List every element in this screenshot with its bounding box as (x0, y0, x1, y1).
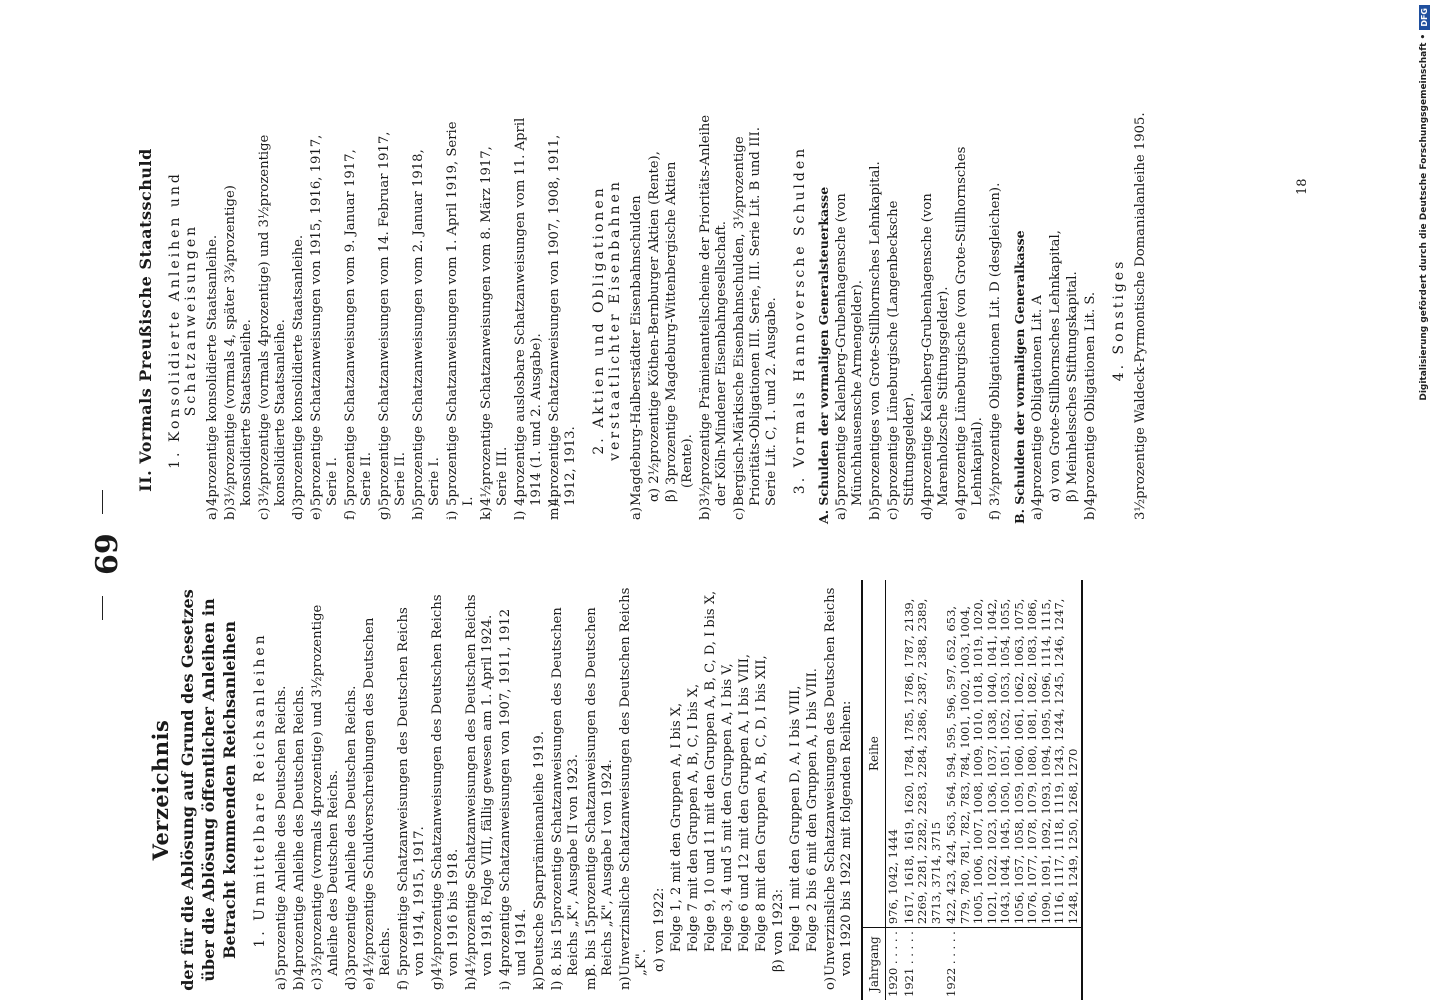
hanover-b-list (1030, 110, 1099, 530)
year-cell: 1921 . . . . . (902, 928, 945, 1000)
list-item-6 (430, 580, 462, 1000)
section-heading-hanover: 3. Vormals Hannoversche Schulden (792, 145, 808, 495)
item-text: 4prozentige Obligationen Lit. S. (1083, 291, 1098, 506)
item-text: 4prozentige auslosbare Schatzanweisungen vom 11. April 1914 (1. und 2. Ausgabe). (513, 117, 544, 506)
series-table-body (886, 580, 1083, 1000)
section-heading-railways: 2. Aktien und Obligationen verstaatlichter Eisenbahnen (591, 179, 623, 461)
list-item-1 (868, 110, 884, 530)
list-item-10 (513, 110, 545, 530)
list-item-4 (309, 110, 341, 530)
item-marker: f) (343, 509, 358, 520)
sub-item: β) von 1923: (771, 888, 786, 972)
part-two-heading: II. Vormals Preußische Staatsschuld (136, 148, 155, 492)
list-item-3 (291, 110, 307, 530)
item-text: 5prozentige Schatzanweisungen vom 9. Januar 1917, Serie II. (343, 149, 374, 506)
section-heading-other: 4. Sonstiges (1111, 258, 1127, 382)
item-marker: g) (430, 976, 445, 990)
item-text: α) 2½prozentige Köthen-Bernburger Aktien (Rente), (647, 151, 662, 502)
digitization-credit (1416, 5, 1432, 995)
list-item-3 (698, 110, 730, 530)
item-text: 3½prozentige Prämienanteilscheine der Prioritäts-Anleihe der Köln-Mindener Eisenbahngesellschaft. (698, 114, 729, 506)
consolidated-list (205, 110, 579, 530)
year-cell: 1920 . . . . . (886, 928, 902, 1000)
item-text: 3½prozentige (vormals 4, später 3¾prozentige) konsolidierte Staatsanleihe. (223, 185, 254, 506)
list-item-12 (618, 580, 650, 1000)
left-column (100, 580, 1300, 1000)
dfg-logo: DFG (1419, 5, 1430, 30)
item-marker: d) (920, 506, 935, 520)
item-text: Bergisch-Märkische Eisenbahnschulden, 3½prozentige Prioritäts-Obligationen III. Serie, III. Serie Lit. B und III. Serie Lit. C, 1. und 2. Ausgabe. (732, 127, 779, 506)
item-marker: i) (498, 980, 513, 990)
list-item-10 (550, 580, 582, 1000)
item-marker: n) (618, 976, 633, 990)
list-item-11 (547, 110, 579, 530)
series-table (861, 580, 1083, 1000)
item-marker: l) (550, 980, 565, 990)
item-text: 5prozentige Schatzanweisungen vom 1. April 1919, Serie I. (445, 121, 476, 506)
item-text: 4prozentige Schatzanweisungen von 1907, 1908, 1911, 1912, 1913. (547, 134, 578, 506)
railway-list (629, 110, 780, 530)
item-text: 5prozentiges von Grote-Stillhornsches Lehnkapital. (868, 161, 883, 506)
item-text: 4prozentige konsolidierte Staatsanleihe. (205, 234, 220, 506)
sub-item: Folge 6 und 12 mit den Gruppen A, I bis VIII, (737, 653, 752, 952)
list-item-11 (584, 580, 616, 1000)
item-marker: g) (377, 506, 392, 520)
item-marker: f) (396, 979, 411, 990)
list-item-0 (629, 110, 645, 530)
item-marker: a) (205, 506, 220, 520)
series-cell: 976, 1042, 1444 (886, 829, 900, 925)
item-marker: i) (445, 510, 460, 520)
item-text: 3prozentige konsolidierte Staatsanleihe. (291, 234, 306, 506)
sub-item: Folge 8 mit den Gruppen A, B, C, D, I bis XII, (754, 655, 769, 952)
item-text: 5prozentige Schatzanweisungen vom 2. Januar 1918, Serie I. (411, 149, 442, 506)
item-marker: b) (223, 506, 238, 520)
list-item-4 (732, 110, 780, 530)
direct-loans-list (274, 580, 650, 1000)
sub-item: Folge 2 bis 6 mit den Gruppen A, I bis VIII. (805, 668, 820, 952)
item-text: 5prozentige Lüneburgische (Langenbecksche Stiftungsgelder). (886, 200, 917, 506)
item-marker: c) (310, 977, 325, 990)
item-text: Unverzinsliche Schatzanweisungen des Deutschen Reichs „K". (618, 587, 649, 976)
item-text: β) Meinhelssches Stiftungskapital. (1065, 271, 1080, 502)
item-text: 5prozentige Schatzanweisungen von 1915, 1916, 1917, Serie I. (309, 134, 340, 506)
credit-text: Digitalisierung gefördert durch die Deutsche Forschungsgemeinschaft • (1419, 33, 1429, 401)
item-marker: o) (823, 976, 838, 990)
item-marker: m) (547, 502, 562, 520)
list-item-4 (362, 580, 394, 1000)
table-row (944, 580, 1082, 1000)
sheet-number: 18 (1295, 178, 1310, 195)
item-marker: f) (988, 509, 1003, 520)
item-text: α) von Grote-Stillhornsches Lehnkapital, (1048, 230, 1063, 502)
list-item-2 (257, 110, 289, 530)
item-marker: e) (954, 507, 969, 520)
list-item-1 (292, 580, 308, 1000)
item-text: Deutsche Sparprämienanleihe 1919. (532, 731, 547, 976)
list-item-2 (664, 110, 696, 530)
year-cell: 1922 . . . . . (944, 928, 1082, 1000)
item-marker: d) (291, 506, 306, 520)
series-cell: 422, 423, 424, 563, 564, 594, 595, 596, 597, 652, 653, 779, 780, 781, 782, 783, 784, 1001, 1002, 1003, 1004, 1005, 1006, 1007, 1008, 1009, 1010, 1018, 1019, 1020, 1021, 1022, 1023, 1036, 1037, 1038, 1040, 1041, 1042, 1043, 1044, 1045, 1050, 1051, 1052, 1053, 1054, 1055, 1056, 1057, 1058, 1059, 1060, 1061, 1062, 1063, 1075, 1076, 1077, 1078, 1079, 1080, 1081, 1082, 1083, 1086, 1090, 1091, 1092, 1093, 1094, 1095, 1096, 1114, 1115, 1116, 1117, 1118, 1119, 1243, 1244, 1245, 1246, 1247, 1248, 1249, 1250, 1268, 1270 (944, 580, 1082, 928)
list-item-7 (411, 110, 443, 530)
list-item-5 (396, 580, 428, 1000)
item-marker: b) (1083, 506, 1098, 520)
list-item-3 (1083, 110, 1099, 530)
item-text: 5prozentige Schatzanweisungen vom 14. Februar 1917, Serie II. (377, 131, 408, 506)
item-marker: d) (344, 976, 359, 990)
item-text: 8. bis 15prozentige Schatzanweisungen des Deutschen Reichs „K", Ausgabe I von 1924. (584, 607, 615, 976)
list-item-5 (988, 110, 1004, 530)
item-marker: a) (834, 506, 849, 520)
item-text: 4½prozentige Schuldverschreibungen des Deutschen Reichs. (362, 617, 393, 976)
item-marker: k) (532, 976, 547, 990)
column-header-year: Jahrgang (862, 928, 886, 1000)
item-text: 5prozentige Anleihe des Deutschen Reichs. (274, 685, 289, 976)
item-marker: a) (629, 506, 644, 520)
list-item-3 (344, 580, 360, 1000)
list-item-2 (310, 580, 342, 1000)
list-item-5 (343, 110, 375, 530)
list-item-0 (274, 580, 290, 1000)
item-text: 4prozentige Kalenberg-Grubenhagensche (von Marenholzsche Stiftungsgelder). (920, 193, 951, 506)
item-text: 3½prozentige (vormals 4prozentige) und 3½prozentige konsolidierte Staatsanleihe. (257, 134, 288, 506)
list-item-0 (205, 110, 221, 530)
item-text: β) 3prozentige Magdeburg-Wittenbergische Aktien (Rente). (664, 161, 695, 502)
sub-item: Folge 1 mit den Gruppen D, A, I bis VIII, (788, 685, 803, 952)
other-item: 3½prozentige Waldeck-Pyrmontische Domanialanleihe 1905. (1133, 112, 1148, 520)
list-item-3 (920, 110, 952, 530)
item-text: 4prozentige Anleihe des Deutschen Reichs. (292, 685, 307, 976)
series-cell: 1617, 1618, 1619, 1620, 1784, 1785, 1786, 1787, 2139, 2269, 2281, 2282, 2283, 2284, 2386, 2387, 2388, 2389, 3713, 3714, 3715 (901, 598, 943, 925)
item-marker: h) (464, 976, 479, 990)
n-subitems-list (652, 580, 821, 1000)
list-item-2 (1065, 110, 1081, 530)
item-marker: h) (411, 506, 426, 520)
sub-item: Folge 1, 2 mit den Gruppen A, I bis X, (669, 702, 684, 952)
item-marker: k) (479, 506, 494, 520)
list-item-o (823, 580, 855, 1000)
item-text: 4prozentige Obligationen Lit. A (1030, 295, 1045, 506)
item-text: 8. bis 15prozentige Schatzanweisungen des Deutschen Reichs „K", Ausgabe II von 1923. (550, 607, 581, 976)
item-marker: a) (1030, 506, 1045, 520)
item-text: Unverzinsliche Schatzanweisungen des Deutschen Reichs von 1920 bis 1922 mit folgenden Reihen: (823, 587, 854, 976)
list-subtitle: der für die Ablösung auf Grund des Gesetzes über die Ablösung öffentlicher Anleihen in Betracht kommenden Reichsanleihen (178, 589, 239, 991)
section-heading-consolidated: 1. Konsolidierte Anleihen und Schatzanweisungen (167, 171, 199, 469)
table-row (902, 580, 945, 1000)
item-text: 4½prozentige Schatzanweisungen des Deutschen Reichs von 1916 bis 1918. (430, 594, 461, 976)
item-text: 3½prozentige (vormals 4prozentige) und 3½prozentige Anleihe des Deutschen Reichs. (310, 604, 341, 976)
item-marker: m) (584, 972, 599, 990)
item-marker: e) (362, 977, 377, 990)
sub-item: Folge 9, 10 und 11 mit den Gruppen A, B, C, D, I bis X, (703, 590, 718, 952)
list-item-6 (377, 110, 409, 530)
list-item-8 (498, 580, 530, 1000)
item-text: 4prozentige Schatzanweisungen von 1907, 1911, 1912 und 1914. (498, 608, 529, 976)
item-text: Magdeburg-Halberstädter Eisenbahnschulden (629, 195, 644, 506)
list-title: Verzeichnis (148, 719, 173, 861)
right-column (100, 110, 1300, 530)
item-marker: b) (292, 976, 307, 990)
list-item-1 (647, 110, 663, 530)
list-item-9 (532, 580, 548, 1000)
page-number: 69 (90, 533, 125, 575)
item-marker: c) (886, 507, 901, 520)
column-header-series: Reihe (862, 580, 886, 928)
section-heading-direct-loans: 1. Unmittelbare Reichsanleihen (252, 632, 268, 948)
item-marker: b) (868, 506, 883, 520)
list-item-1 (223, 110, 255, 530)
list-item-4 (954, 110, 986, 530)
list-item-0 (1030, 110, 1046, 530)
item-marker: a) (274, 976, 289, 990)
item-text: 3prozentige Anleihe des Deutschen Reichs. (344, 685, 359, 976)
hanover-a-list (834, 110, 1004, 530)
sub-item: Folge 3, 4 und 5 mit den Gruppen A, I bis V, (720, 663, 735, 952)
list-item-8 (445, 110, 477, 530)
item-text: 4prozentige Lüneburgische (von Grote-Stillhornsches Lehnkapital). (954, 146, 985, 506)
list-item-7 (464, 580, 496, 1000)
table-row (886, 580, 902, 1000)
item-marker: c) (257, 507, 272, 520)
subheading-general-office: B. Schulden der vormaligen Generalkasse (1012, 230, 1027, 524)
item-text: 5prozentige Schatzanweisungen des Deutschen Reichs von 1914, 1915, 1917. (396, 607, 427, 976)
list-item-0 (834, 110, 866, 530)
item-marker: e) (309, 507, 324, 520)
list-item-1 (1048, 110, 1064, 530)
item-text: 3½prozentige Obligationen Lit. D (desgleichen). (988, 182, 1003, 506)
item-marker: b) (698, 506, 713, 520)
item-text: 4½prozentige Schatzanweisungen des Deutschen Reichs von 1918, Folge VIII, fällig gewesen am 1. April 1924. (464, 594, 495, 976)
sub-item: Folge 7 mit den Gruppen A, B, C, I bis X, (686, 683, 701, 952)
list-item-2 (886, 110, 918, 530)
list-item-9 (479, 110, 511, 530)
rotated-page (90, 110, 1310, 1000)
sub-item: α) von 1922: (652, 887, 667, 972)
item-text: 4½prozentige Schatzanweisungen vom 8. März 1917, Serie III. (479, 146, 510, 506)
item-text: 5prozentige Kalenberg-Grubenhagensche (von Münchhausensche Armengelder). (834, 193, 865, 506)
item-marker: l) (513, 510, 528, 520)
item-marker: c) (732, 507, 747, 520)
subheading-general-tax-office: A. Schulden der vormaligen Generalsteuerkasse (816, 186, 831, 524)
